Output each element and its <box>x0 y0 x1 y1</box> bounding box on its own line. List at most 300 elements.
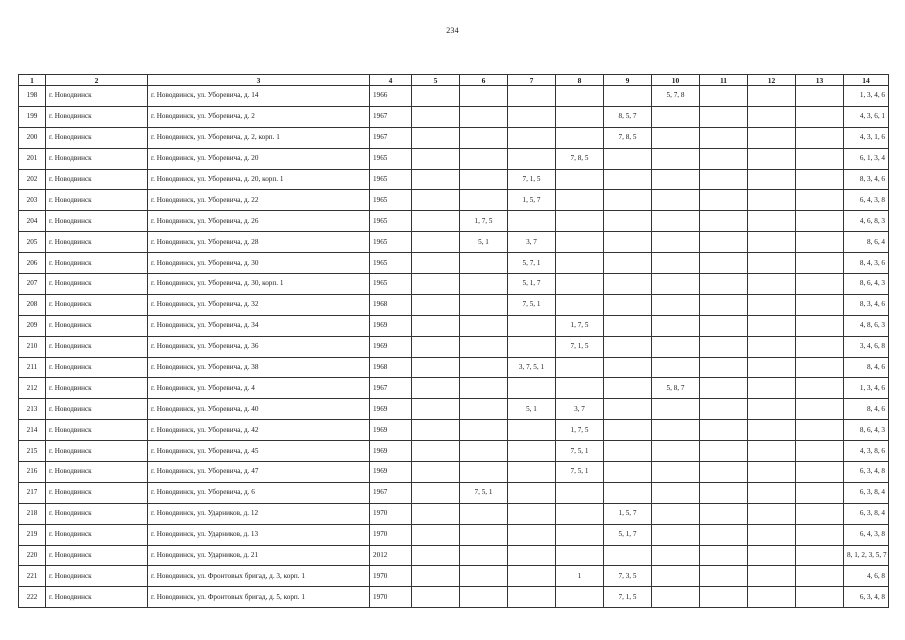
table-row <box>19 420 889 441</box>
table-cell-col-1: 199 <box>19 106 46 127</box>
table-cell-col-12 <box>748 566 796 587</box>
table-cell-col-8 <box>556 127 604 148</box>
column-header-6: 6 <box>460 75 508 86</box>
table-cell-col-12 <box>748 211 796 232</box>
table-cell-col-1: 214 <box>19 420 46 441</box>
column-header-12: 12 <box>748 75 796 86</box>
table-cell-col-14: 8, 6, 4, 3 <box>844 420 889 441</box>
table-cell-col-1: 198 <box>19 86 46 107</box>
table-row <box>19 315 889 336</box>
table-cell-col-8 <box>556 253 604 274</box>
table-cell-col-1: 201 <box>19 148 46 169</box>
table-cell-col-8: 1 <box>556 566 604 587</box>
table-row <box>19 211 889 232</box>
table-cell-col-6 <box>460 566 508 587</box>
table-cell-col-3: г. Новодвинск, ул. Уборевича, д. 20, корп. 1 <box>148 169 370 190</box>
table-cell-col-6 <box>460 399 508 420</box>
table-cell-col-13 <box>796 211 844 232</box>
table-cell-col-4: 1965 <box>370 274 412 295</box>
table-cell-col-3: г. Новодвинск, ул. Уборевича, д. 42 <box>148 420 370 441</box>
table-cell-col-9: 8, 5, 7 <box>604 106 652 127</box>
table-cell-col-12 <box>748 169 796 190</box>
table-cell-col-1: 203 <box>19 190 46 211</box>
table-cell-col-7: 3, 7, 5, 1 <box>508 357 556 378</box>
table-cell-col-4: 1968 <box>370 294 412 315</box>
table-cell-col-4: 1967 <box>370 378 412 399</box>
table-cell-col-6: 1, 7, 5 <box>460 211 508 232</box>
table-cell-col-2: г. Новодвинск <box>46 566 148 587</box>
table-cell-col-4: 1965 <box>370 253 412 274</box>
table-cell-col-10 <box>652 294 700 315</box>
table-cell-col-7 <box>508 336 556 357</box>
table-cell-col-6 <box>460 587 508 608</box>
table-row <box>19 253 889 274</box>
table-cell-col-1: 216 <box>19 462 46 483</box>
table-cell-col-8 <box>556 294 604 315</box>
table-cell-col-13 <box>796 441 844 462</box>
table-cell-col-6 <box>460 169 508 190</box>
table-cell-col-7 <box>508 587 556 608</box>
column-header-13: 13 <box>796 75 844 86</box>
table-cell-col-2: г. Новодвинск <box>46 420 148 441</box>
table-cell-col-12 <box>748 545 796 566</box>
table-cell-col-13 <box>796 336 844 357</box>
table-cell-col-10 <box>652 274 700 295</box>
table-cell-col-9: 5, 1, 7 <box>604 524 652 545</box>
table-cell-col-1: 202 <box>19 169 46 190</box>
table-cell-col-14: 8, 4, 6 <box>844 357 889 378</box>
table-cell-col-14: 8, 6, 4, 3 <box>844 274 889 295</box>
table-cell-col-13 <box>796 482 844 503</box>
table-cell-col-1: 210 <box>19 336 46 357</box>
table-cell-col-2: г. Новодвинск <box>46 294 148 315</box>
table-cell-col-6: 7, 5, 1 <box>460 482 508 503</box>
table-cell-col-11 <box>700 315 748 336</box>
table-cell-col-4: 1967 <box>370 127 412 148</box>
table-header-row <box>19 75 889 86</box>
table-cell-col-9 <box>604 190 652 211</box>
table-cell-col-14: 4, 8, 6, 3 <box>844 315 889 336</box>
table-cell-col-2: г. Новодвинск <box>46 399 148 420</box>
table-cell-col-1: 219 <box>19 524 46 545</box>
table-cell-col-10 <box>652 566 700 587</box>
table-cell-col-7 <box>508 86 556 107</box>
table-cell-col-5 <box>412 545 460 566</box>
table-cell-col-10 <box>652 336 700 357</box>
table-cell-col-11 <box>700 587 748 608</box>
table-cell-col-4: 1969 <box>370 441 412 462</box>
table-cell-col-1: 215 <box>19 441 46 462</box>
table-cell-col-5 <box>412 378 460 399</box>
table-cell-col-9 <box>604 232 652 253</box>
table-cell-col-7 <box>508 211 556 232</box>
page-number: 234 <box>446 26 459 35</box>
table-cell-col-12 <box>748 190 796 211</box>
table-cell-col-12 <box>748 253 796 274</box>
table-cell-col-14: 8, 4, 3, 6 <box>844 253 889 274</box>
table-cell-col-11 <box>700 148 748 169</box>
table-cell-col-7 <box>508 420 556 441</box>
table-cell-col-14: 6, 1, 3, 4 <box>844 148 889 169</box>
table-cell-col-9 <box>604 253 652 274</box>
table-cell-col-1: 222 <box>19 587 46 608</box>
table-cell-col-7 <box>508 315 556 336</box>
table-cell-col-3: г. Новодвинск, ул. Уборевича, д. 47 <box>148 462 370 483</box>
table-cell-col-7 <box>508 482 556 503</box>
table-row <box>19 524 889 545</box>
table-cell-col-11 <box>700 524 748 545</box>
column-header-4: 4 <box>370 75 412 86</box>
table-cell-col-8: 1, 7, 5 <box>556 315 604 336</box>
table-cell-col-4: 1969 <box>370 420 412 441</box>
table-cell-col-2: г. Новодвинск <box>46 524 148 545</box>
table-cell-col-4: 1966 <box>370 86 412 107</box>
table-cell-col-6 <box>460 524 508 545</box>
table-cell-col-3: г. Новодвинск, ул. Уборевича, д. 22 <box>148 190 370 211</box>
table-cell-col-6 <box>460 378 508 399</box>
table-cell-col-7 <box>508 441 556 462</box>
table-cell-col-4: 1967 <box>370 106 412 127</box>
table-cell-col-7 <box>508 545 556 566</box>
table-cell-col-5 <box>412 127 460 148</box>
table-cell-col-4: 1969 <box>370 399 412 420</box>
table-cell-col-6 <box>460 462 508 483</box>
table-cell-col-12 <box>748 315 796 336</box>
table-cell-col-4: 1965 <box>370 211 412 232</box>
table-cell-col-14: 1, 3, 4, 6 <box>844 378 889 399</box>
table-cell-col-10: 5, 8, 7 <box>652 378 700 399</box>
housing-register-table <box>18 74 889 608</box>
table-cell-col-14: 8, 3, 4, 6 <box>844 294 889 315</box>
table-cell-col-12 <box>748 462 796 483</box>
table-cell-col-11 <box>700 441 748 462</box>
table-cell-col-12 <box>748 587 796 608</box>
table-cell-col-10 <box>652 524 700 545</box>
table-cell-col-3: г. Новодвинск, ул. Уборевича, д. 14 <box>148 86 370 107</box>
table-cell-col-3: г. Новодвинск, ул. Уборевича, д. 2, корп. 1 <box>148 127 370 148</box>
table-cell-col-9 <box>604 462 652 483</box>
column-header-9: 9 <box>604 75 652 86</box>
table-cell-col-7: 5, 1 <box>508 399 556 420</box>
table-cell-col-2: г. Новодвинск <box>46 148 148 169</box>
table-cell-col-10 <box>652 462 700 483</box>
table-cell-col-9: 7, 1, 5 <box>604 587 652 608</box>
table-cell-col-14: 6, 4, 3, 8 <box>844 190 889 211</box>
table-cell-col-1: 211 <box>19 357 46 378</box>
table-cell-col-2: г. Новодвинск <box>46 169 148 190</box>
table-cell-col-12 <box>748 357 796 378</box>
table-cell-col-14: 4, 3, 8, 6 <box>844 441 889 462</box>
table-cell-col-3: г. Новодвинск, ул. Фронтовых бригад, д. 3, корп. 1 <box>148 566 370 587</box>
column-header-10: 10 <box>652 75 700 86</box>
table-cell-col-7 <box>508 503 556 524</box>
table-cell-col-5 <box>412 232 460 253</box>
table-row <box>19 106 889 127</box>
table-cell-col-10 <box>652 399 700 420</box>
table-cell-col-2: г. Новодвинск <box>46 503 148 524</box>
table-row <box>19 503 889 524</box>
table-cell-col-6 <box>460 190 508 211</box>
table-cell-col-11 <box>700 545 748 566</box>
table-cell-col-6 <box>460 315 508 336</box>
table-cell-col-9 <box>604 420 652 441</box>
table-cell-col-6 <box>460 294 508 315</box>
table-cell-col-4: 1965 <box>370 169 412 190</box>
table-cell-col-13 <box>796 190 844 211</box>
table-cell-col-4: 1967 <box>370 482 412 503</box>
table-cell-col-9: 7, 3, 5 <box>604 566 652 587</box>
table-cell-col-12 <box>748 294 796 315</box>
table-cell-col-1: 206 <box>19 253 46 274</box>
table-cell-col-3: г. Новодвинск, ул. Уборевича, д. 38 <box>148 357 370 378</box>
table-cell-col-6 <box>460 127 508 148</box>
table-cell-col-1: 200 <box>19 127 46 148</box>
table-cell-col-13 <box>796 378 844 399</box>
table-row <box>19 169 889 190</box>
table-cell-col-11 <box>700 336 748 357</box>
table-cell-col-7 <box>508 106 556 127</box>
table-cell-col-3: г. Новодвинск, ул. Уборевича, д. 36 <box>148 336 370 357</box>
table-cell-col-9 <box>604 86 652 107</box>
table-row <box>19 274 889 295</box>
table-cell-col-2: г. Новодвинск <box>46 253 148 274</box>
table-cell-col-3: г. Новодвинск, ул. Уборевича, д. 20 <box>148 148 370 169</box>
table-cell-col-13 <box>796 545 844 566</box>
table-cell-col-5 <box>412 441 460 462</box>
table-cell-col-8 <box>556 482 604 503</box>
table-cell-col-5 <box>412 169 460 190</box>
table-cell-col-1: 213 <box>19 399 46 420</box>
table-cell-col-5 <box>412 315 460 336</box>
table-cell-col-10 <box>652 503 700 524</box>
table-cell-col-1: 218 <box>19 503 46 524</box>
table-cell-col-7: 7, 5, 1 <box>508 294 556 315</box>
table-cell-col-4: 1970 <box>370 587 412 608</box>
table-cell-col-14: 4, 3, 6, 1 <box>844 106 889 127</box>
table-cell-col-8 <box>556 545 604 566</box>
table-cell-col-11 <box>700 169 748 190</box>
table-cell-col-8 <box>556 274 604 295</box>
table-cell-col-14: 8, 4, 6 <box>844 399 889 420</box>
table-cell-col-5 <box>412 482 460 503</box>
table-row <box>19 232 889 253</box>
table-row <box>19 587 889 608</box>
table-cell-col-3: г. Новодвинск, ул. Уборевича, д. 6 <box>148 482 370 503</box>
table-cell-col-8 <box>556 106 604 127</box>
table-cell-col-9 <box>604 148 652 169</box>
table-cell-col-8 <box>556 169 604 190</box>
table-cell-col-12 <box>748 232 796 253</box>
table-cell-col-4: 1970 <box>370 524 412 545</box>
table-cell-col-11 <box>700 127 748 148</box>
table-cell-col-2: г. Новодвинск <box>46 441 148 462</box>
table-row <box>19 482 889 503</box>
table-cell-col-10 <box>652 587 700 608</box>
table-cell-col-12 <box>748 106 796 127</box>
table-cell-col-2: г. Новодвинск <box>46 127 148 148</box>
table-cell-col-14: 4, 3, 1, 6 <box>844 127 889 148</box>
table-cell-col-2: г. Новодвинск <box>46 232 148 253</box>
table-cell-col-6 <box>460 148 508 169</box>
table-cell-col-1: 207 <box>19 274 46 295</box>
table-cell-col-12 <box>748 86 796 107</box>
table-cell-col-9 <box>604 482 652 503</box>
table-cell-col-3: г. Новодвинск, ул. Уборевича, д. 26 <box>148 211 370 232</box>
column-header-11: 11 <box>700 75 748 86</box>
table-cell-col-4: 1970 <box>370 566 412 587</box>
table-cell-col-1: 209 <box>19 315 46 336</box>
table-cell-col-14: 1, 3, 4, 6 <box>844 86 889 107</box>
table-cell-col-10 <box>652 127 700 148</box>
table-cell-col-4: 1969 <box>370 336 412 357</box>
table-cell-col-5 <box>412 86 460 107</box>
table-cell-col-13 <box>796 399 844 420</box>
table-cell-col-3: г. Новодвинск, ул. Ударников, д. 21 <box>148 545 370 566</box>
table-cell-col-6: 5, 1 <box>460 232 508 253</box>
table-cell-col-11 <box>700 274 748 295</box>
table-body <box>19 86 889 608</box>
table-cell-col-14: 8, 3, 4, 6 <box>844 169 889 190</box>
table-cell-col-5 <box>412 253 460 274</box>
table-cell-col-4: 1969 <box>370 315 412 336</box>
table-cell-col-2: г. Новодвинск <box>46 462 148 483</box>
table-cell-col-5 <box>412 462 460 483</box>
table-cell-col-11 <box>700 482 748 503</box>
table-cell-col-6 <box>460 503 508 524</box>
table-cell-col-6 <box>460 441 508 462</box>
table-cell-col-13 <box>796 587 844 608</box>
table-cell-col-5 <box>412 148 460 169</box>
table-row <box>19 336 889 357</box>
table-cell-col-5 <box>412 503 460 524</box>
table-cell-col-5 <box>412 336 460 357</box>
table-cell-col-9 <box>604 399 652 420</box>
table-cell-col-10 <box>652 190 700 211</box>
table-cell-col-5 <box>412 524 460 545</box>
table-cell-col-1: 208 <box>19 294 46 315</box>
table-cell-col-4: 1965 <box>370 148 412 169</box>
table-cell-col-10 <box>652 357 700 378</box>
table-cell-col-1: 220 <box>19 545 46 566</box>
table-cell-col-7 <box>508 378 556 399</box>
table-cell-col-3: г. Новодвинск, ул. Ударников, д. 12 <box>148 503 370 524</box>
table-cell-col-4: 1969 <box>370 462 412 483</box>
table-cell-col-8 <box>556 587 604 608</box>
table-cell-col-8 <box>556 86 604 107</box>
table-cell-col-2: г. Новодвинск <box>46 587 148 608</box>
table-cell-col-10 <box>652 253 700 274</box>
table-cell-col-11 <box>700 232 748 253</box>
table-cell-col-5 <box>412 399 460 420</box>
table-row <box>19 86 889 107</box>
table-cell-col-9 <box>604 169 652 190</box>
table-cell-col-7: 5, 1, 7 <box>508 274 556 295</box>
table-cell-col-10 <box>652 482 700 503</box>
table-cell-col-8: 3, 7 <box>556 399 604 420</box>
table-cell-col-9: 1, 5, 7 <box>604 503 652 524</box>
table-cell-col-10: 5, 7, 8 <box>652 86 700 107</box>
table-cell-col-6 <box>460 106 508 127</box>
table-cell-col-13 <box>796 315 844 336</box>
table-cell-col-12 <box>748 336 796 357</box>
table-cell-col-9 <box>604 294 652 315</box>
table-cell-col-12 <box>748 399 796 420</box>
table-cell-col-11 <box>700 211 748 232</box>
table-cell-col-12 <box>748 420 796 441</box>
table-cell-col-2: г. Новодвинск <box>46 274 148 295</box>
table-cell-col-8 <box>556 190 604 211</box>
table-cell-col-11 <box>700 106 748 127</box>
table-cell-col-2: г. Новодвинск <box>46 378 148 399</box>
table-cell-col-7: 1, 5, 7 <box>508 190 556 211</box>
table-cell-col-10 <box>652 211 700 232</box>
table-cell-col-5 <box>412 357 460 378</box>
table-cell-col-13 <box>796 274 844 295</box>
table-cell-col-13 <box>796 232 844 253</box>
table-row <box>19 441 889 462</box>
column-header-14: 14 <box>844 75 889 86</box>
table-cell-col-6 <box>460 336 508 357</box>
table-cell-col-5 <box>412 211 460 232</box>
table-cell-col-13 <box>796 148 844 169</box>
table-cell-col-10 <box>652 232 700 253</box>
table-cell-col-6 <box>460 357 508 378</box>
table-cell-col-8 <box>556 211 604 232</box>
table-cell-col-8: 7, 5, 1 <box>556 441 604 462</box>
table-row <box>19 566 889 587</box>
table-row <box>19 462 889 483</box>
table-row <box>19 294 889 315</box>
table-cell-col-1: 221 <box>19 566 46 587</box>
table-row <box>19 148 889 169</box>
table-cell-col-10 <box>652 545 700 566</box>
table-cell-col-4: 1970 <box>370 503 412 524</box>
table-cell-col-13 <box>796 106 844 127</box>
table-cell-col-13 <box>796 420 844 441</box>
table-cell-col-9 <box>604 441 652 462</box>
table-cell-col-3: г. Новодвинск, ул. Уборевича, д. 34 <box>148 315 370 336</box>
table-cell-col-2: г. Новодвинск <box>46 357 148 378</box>
table-cell-col-3: г. Новодвинск, ул. Уборевича, д. 45 <box>148 441 370 462</box>
table-cell-col-7 <box>508 524 556 545</box>
table-cell-col-13 <box>796 357 844 378</box>
table-cell-col-8: 7, 5, 1 <box>556 462 604 483</box>
table-cell-col-8 <box>556 378 604 399</box>
table-cell-col-8: 1, 7, 5 <box>556 420 604 441</box>
table-cell-col-8 <box>556 232 604 253</box>
table-cell-col-3: г. Новодвинск, ул. Уборевича, д. 2 <box>148 106 370 127</box>
table-cell-col-14: 6, 3, 8, 4 <box>844 482 889 503</box>
column-header-1: 1 <box>19 75 46 86</box>
table-cell-col-8 <box>556 524 604 545</box>
table-cell-col-3: г. Новодвинск, ул. Уборевича, д. 32 <box>148 294 370 315</box>
table-cell-col-10 <box>652 106 700 127</box>
table-row <box>19 399 889 420</box>
column-header-2: 2 <box>46 75 148 86</box>
table-cell-col-3: г. Новодвинск, ул. Уборевича, д. 28 <box>148 232 370 253</box>
table-cell-col-13 <box>796 462 844 483</box>
table-cell-col-2: г. Новодвинск <box>46 190 148 211</box>
table-cell-col-9: 7, 8, 5 <box>604 127 652 148</box>
table-cell-col-5 <box>412 294 460 315</box>
table-cell-col-5 <box>412 190 460 211</box>
table-cell-col-10 <box>652 441 700 462</box>
table-cell-col-9 <box>604 545 652 566</box>
table-cell-col-9 <box>604 336 652 357</box>
table-cell-col-4: 1965 <box>370 232 412 253</box>
table-row <box>19 357 889 378</box>
table-cell-col-14: 6, 3, 4, 8 <box>844 462 889 483</box>
